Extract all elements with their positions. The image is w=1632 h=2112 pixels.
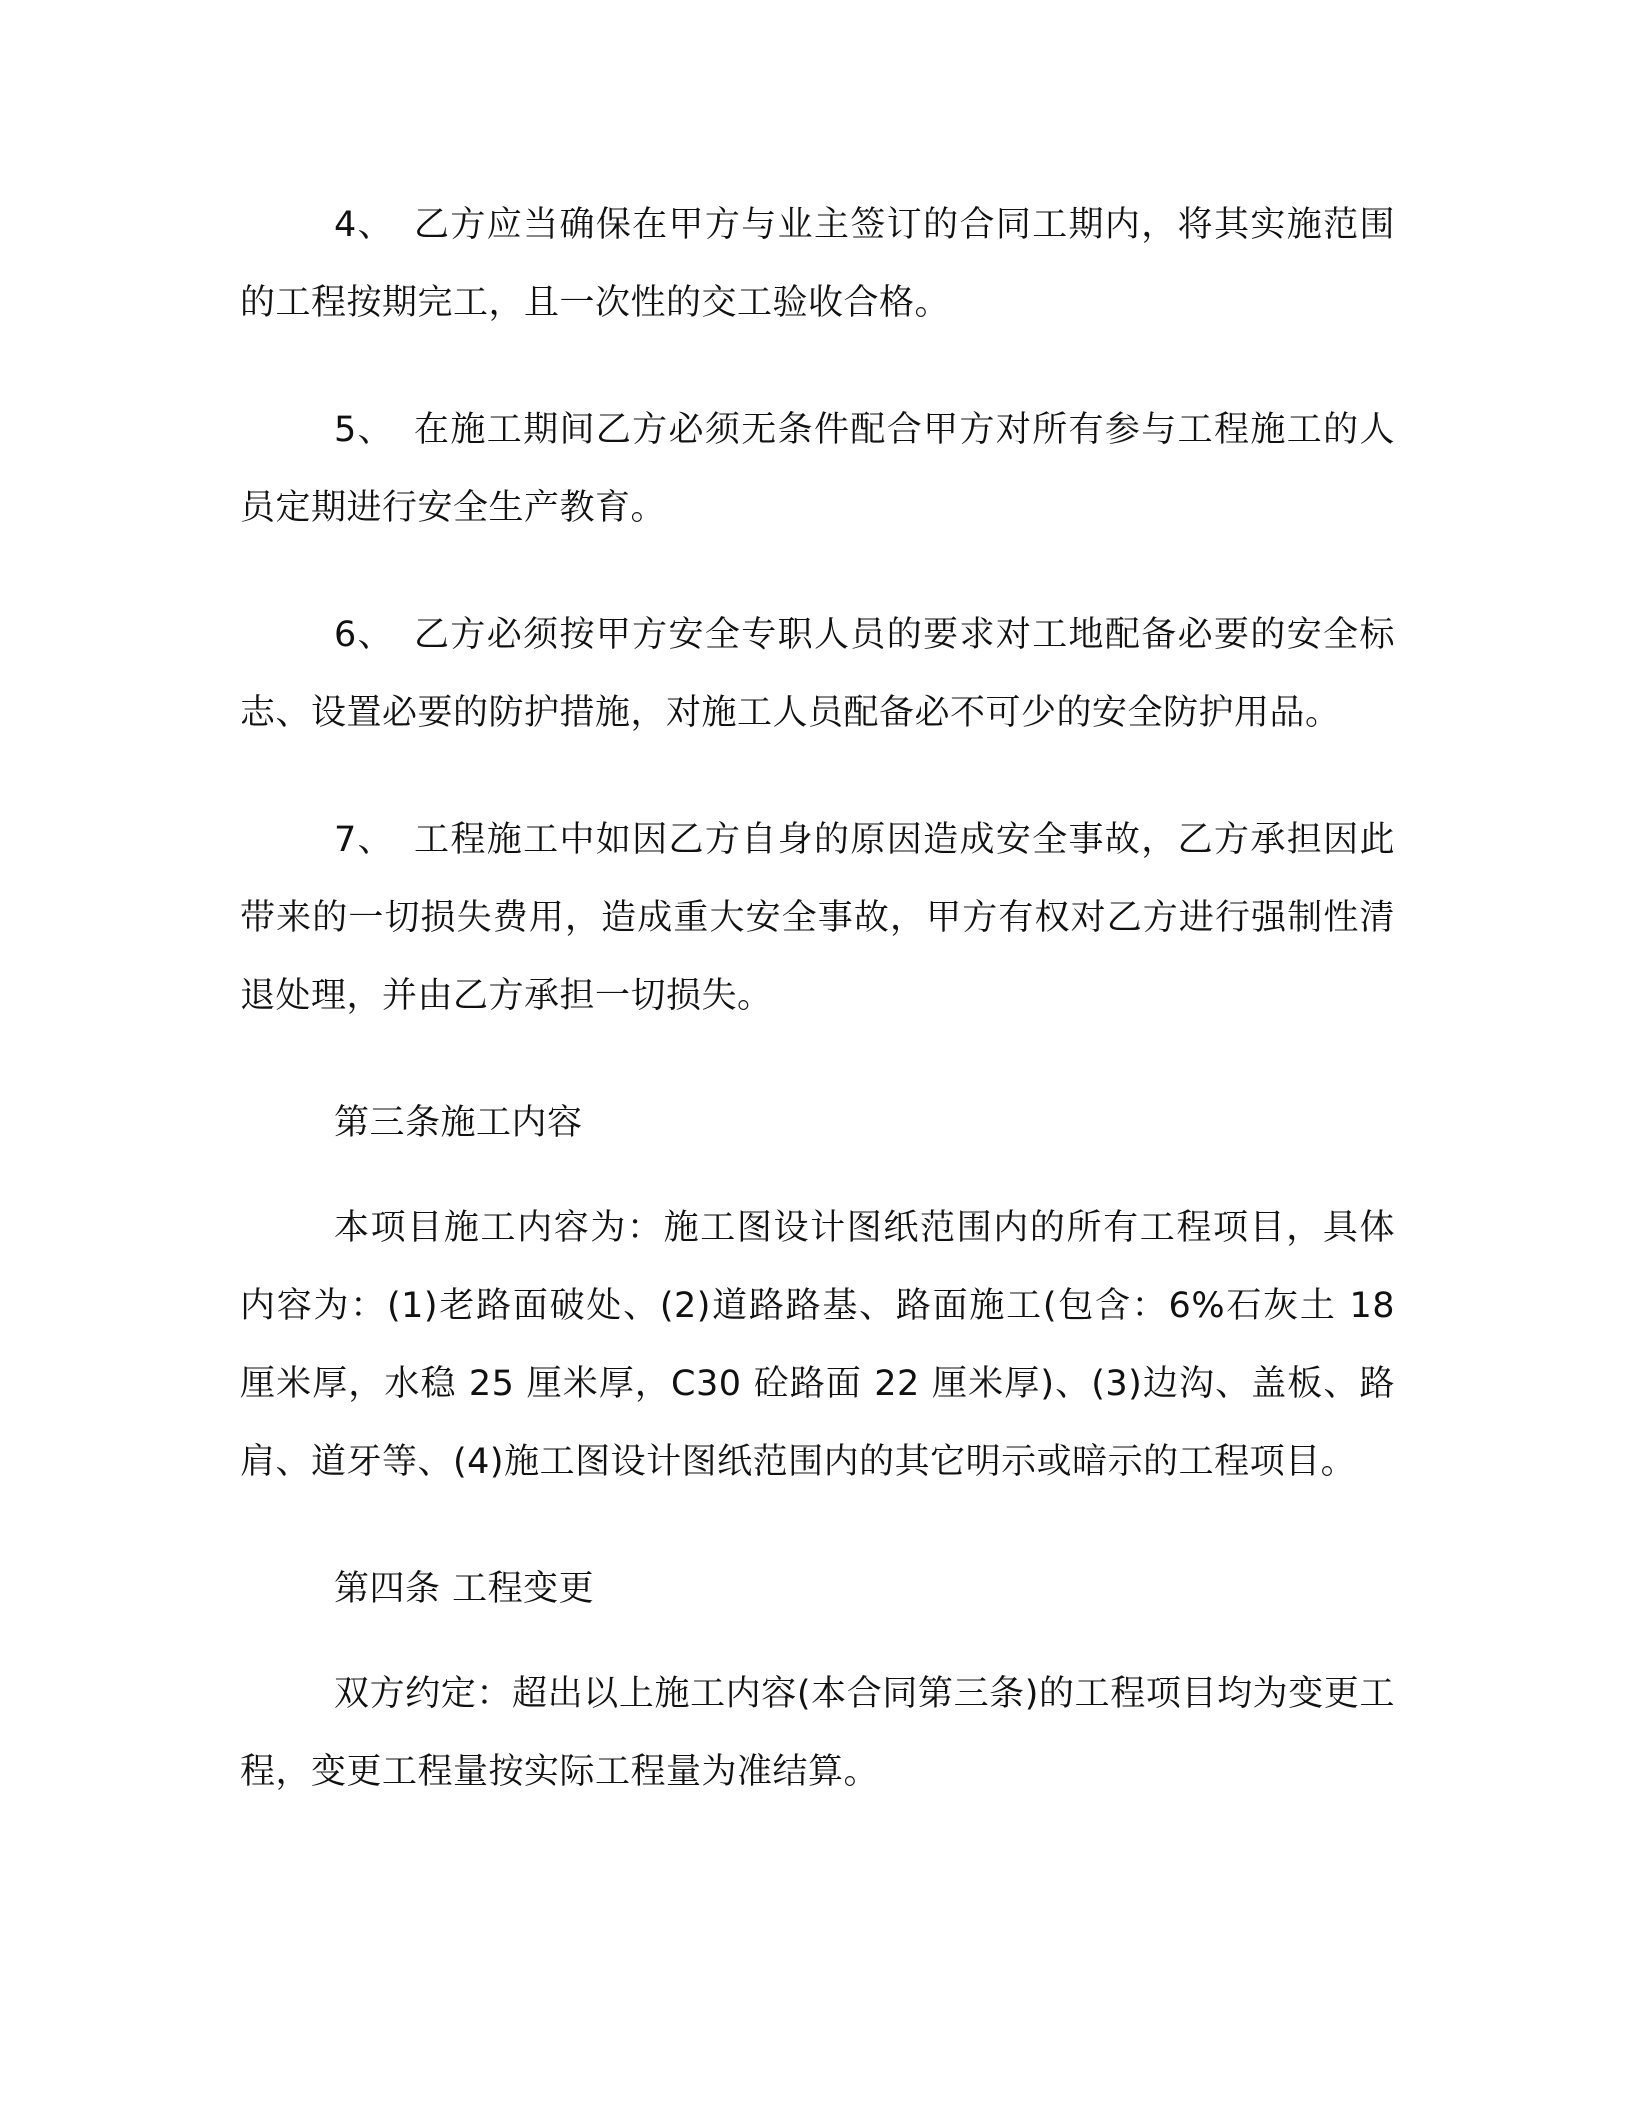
clause-number: 4、 (334, 205, 394, 245)
clause-text: 乙方必须按甲方安全专职人员的要求对工地配备必要的安全标志、设置必要的防护措施，对施工人员配备必不可少的安全防护用品。 (240, 615, 1395, 733)
article-3-title: 第三条施工内容 (334, 1103, 583, 1143)
clause-text: 工程施工中如因乙方自身的原因造成安全事故，乙方承担因此带来的一切损失费用，造成重大安全事故，甲方有权对乙方进行强制性清退处理，并由乙方承担一切损失。 (240, 820, 1395, 1016)
clause-number: 6、 (334, 615, 394, 655)
clause-7 (240, 801, 1395, 1035)
document-content (240, 186, 1395, 1860)
clause-4 (240, 186, 1395, 342)
article-3-body: 本项目施工内容为：施工图设计图纸范围内的所有工程项目，具体内容为：(1)老路面破处、(2)道路路基、路面施工(包含：6%石灰土 18 厘米厚，水稳 25 厘米厚，C30 砼路面 22 厘米厚)、(3)边沟、盖板、路肩、道牙等、(4)施工图设计图纸范围内的其它明示或暗示的工程项目。 (240, 1208, 1395, 1482)
clause-5 (240, 391, 1395, 547)
clause-text: 乙方应当确保在甲方与业主签订的合同工期内，将其实施范围的工程按期完工，且一次性的交工验收合格。 (240, 205, 1395, 323)
clause-text: 在施工期间乙方必须无条件配合甲方对所有参与工程施工的人员定期进行安全生产教育。 (240, 410, 1395, 528)
clause-6 (240, 596, 1395, 752)
article-4-title: 第四条 工程变更 (334, 1569, 595, 1609)
clause-number: 7、 (334, 820, 394, 860)
article-4-body: 双方约定：超出以上施工内容(本合同第三条)的工程项目均为变更工程，变更工程量按实际工程量为准结算。 (240, 1674, 1395, 1792)
clause-number: 5、 (334, 410, 394, 450)
